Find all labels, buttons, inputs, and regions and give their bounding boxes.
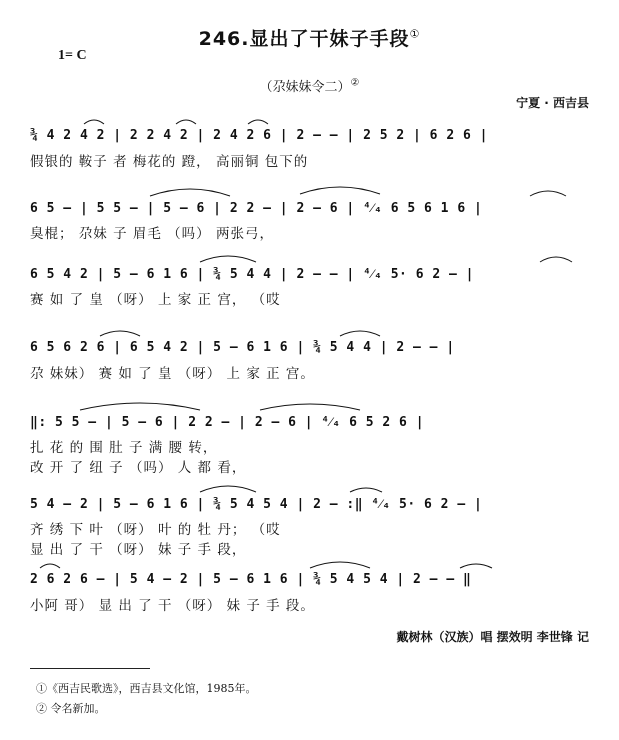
page-title: [0, 24, 619, 51]
lyric-line: 扎 花 的 围 肚 子 满 腰 转，: [30, 440, 218, 456]
title-footnote-mark: ①: [409, 27, 421, 41]
notation-line: ¾ 4 2 4 2 | 2 2 4 2 | 2 4 2 6 | 2 — — | 2 5 2 | 6 2 6 |: [30, 128, 488, 143]
subtitle-footnote-mark: ②: [350, 77, 360, 89]
lyric-line: 小阿 哥） 显 出 了 干 （呀） 妹 子 手 段。: [30, 598, 315, 614]
score-line-7: [0, 572, 619, 612]
score-line-3: [0, 266, 619, 306]
notation-line: 6 5 6 2 6 | 6 5 4 2 | 5 — 6 1 6 | ¾ 5 4 4 | 2 — — |: [30, 340, 455, 355]
notation-line: ‖: 5 5 — | 5 — 6 | 2 2 — | 2 — 6 | ⁴⁄₄ 6 5 2 6 |: [30, 415, 425, 430]
score-line-1: [0, 128, 619, 168]
footnote-1: ①《西吉民歌选》，西吉县文化馆，1985年。: [36, 682, 257, 695]
lyric-line: 尕 妹妹） 赛 如 了 皇 （呀） 上 家 正 宫。: [30, 366, 315, 382]
lyric-line: 假银的 鞍子 者 梅花的 蹬， 高丽铜 包下的: [30, 154, 309, 170]
score-line-4: [0, 340, 619, 380]
footnote-divider: [30, 668, 150, 669]
key-signature: 1= C: [58, 48, 87, 63]
score-line-6: [0, 496, 619, 558]
notation-line: 5 4 — 2 | 5 — 6 1 6 | ¾ 5 4 5 4 | 2 — :‖ ⁴⁄₄ 5· 6 2 — |: [30, 497, 483, 512]
region-label: 宁夏 · 西吉县: [516, 96, 589, 110]
title-text: 246.显出了干妹子手段: [198, 28, 410, 50]
lyric-line: 赛 如 了 皇 （呀） 上 家 正 宫， （哎: [30, 292, 281, 308]
subtitle: [0, 76, 619, 95]
notation-line: 6 5 4 2 | 5 — 6 1 6 | ¾ 5 4 4 | 2 — — | ⁴⁄₄ 5· 6 2 — |: [30, 267, 474, 282]
lyric-line-alt: 改 开 了 纽 子 （吗） 人 都 看，: [30, 460, 247, 476]
lyric-line: 齐 绣 下 叶 （呀） 叶 的 牡 丹； （哎: [30, 522, 281, 538]
lyric-line-alt: 显 出 了 干 （呀） 妹 子 手 段，: [30, 542, 247, 558]
lyric-line: 臭棍； 尕妹 子 眉毛 （吗） 两张弓，: [30, 226, 274, 242]
subtitle-text: （尕妹妹令二）: [259, 80, 351, 95]
score-line-2: [0, 200, 619, 240]
notation-line: 2 6 2 6 — | 5 4 — 2 | 5 — 6 1 6 | ¾ 5 4 5 4 | 2 — — ‖: [30, 572, 472, 587]
notation-line: 6 5 — | 5 5 — | 5 — 6 | 2 2 — | 2 — 6 | ⁴⁄₄ 6 5 6 1 6 |: [30, 201, 483, 216]
footnote-2: ② 令名新加。: [36, 702, 106, 715]
credit-line: 戴树林（汉族）唱 摆效明 李世锋 记: [396, 630, 589, 644]
score-line-5: [0, 414, 619, 476]
